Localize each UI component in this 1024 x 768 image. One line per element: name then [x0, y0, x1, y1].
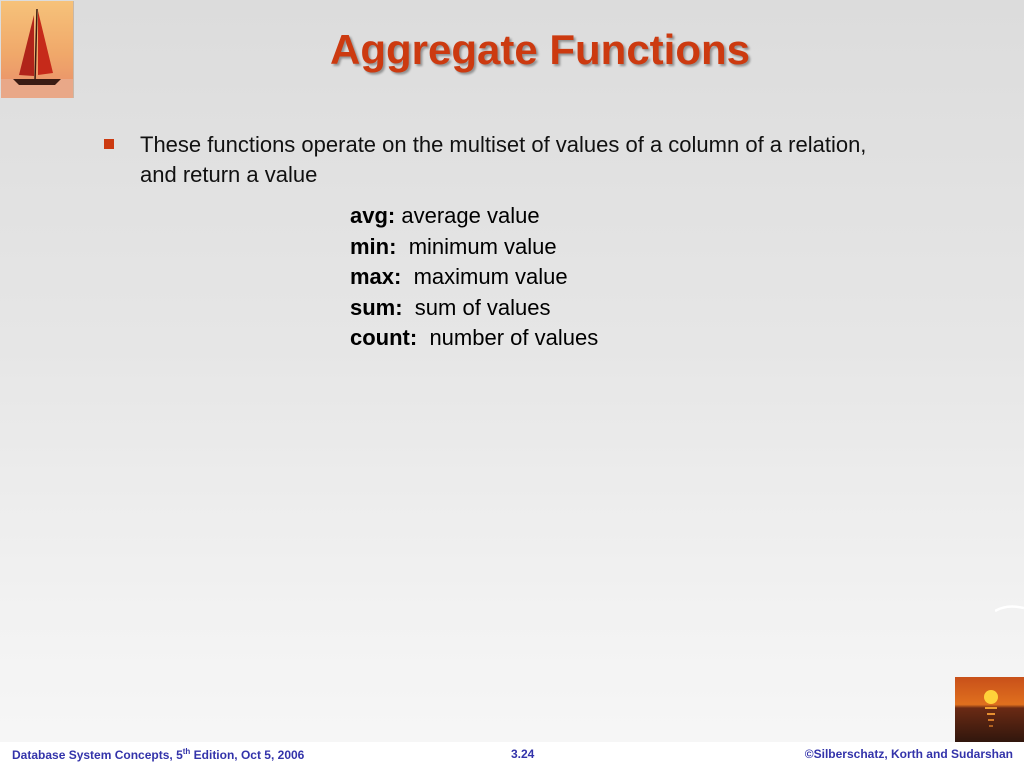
- function-name: avg:: [350, 203, 396, 228]
- decorative-curve: [995, 600, 1024, 619]
- function-count: [350, 323, 598, 354]
- function-avg: [350, 201, 598, 232]
- function-description: number of values: [423, 325, 599, 350]
- sunset-logo-icon: [955, 677, 1024, 746]
- footer-course: Database System Concepts, 5th Edition, Oct 5, 2006: [12, 747, 305, 762]
- function-min: [350, 232, 598, 263]
- function-name: max:: [350, 264, 402, 289]
- function-description: minimum value: [402, 233, 557, 259]
- square-bullet-icon: [104, 139, 114, 149]
- page-number: 3.24: [511, 747, 535, 761]
- function-name: min:: [350, 233, 397, 259]
- function-name: count:: [350, 325, 418, 350]
- function-description: sum of values: [408, 294, 551, 320]
- bullet-item: [104, 130, 884, 190]
- slide-footer: [0, 742, 1024, 768]
- slide-title: Aggregate Functions: [329, 26, 751, 73]
- aggregate-function-list: [350, 201, 598, 354]
- function-max: [350, 262, 598, 293]
- footer-copyright: ©Silberschatz, Korth and Sudarshan: [804, 747, 1013, 761]
- function-description: maximum value: [407, 264, 568, 289]
- function-sum: [350, 293, 598, 324]
- function-description: average value: [401, 203, 540, 228]
- function-name: sum:: [350, 294, 403, 320]
- bullet-text: These functions operate on the multiset of values of a column of a relation, and return a value: [140, 132, 867, 187]
